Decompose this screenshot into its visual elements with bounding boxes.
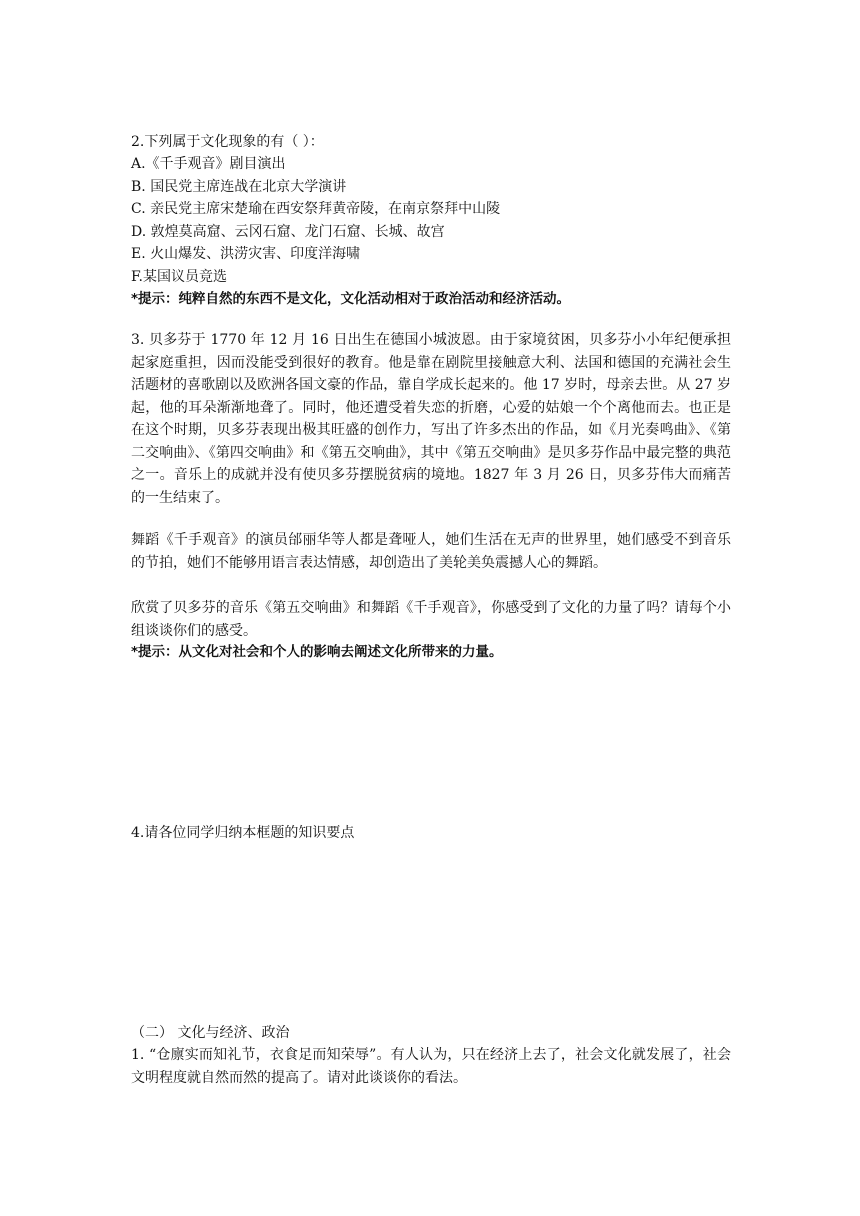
question-3-paragraph-2: 舞蹈《千手观音》的演员邰丽华等人都是聋哑人，她们生活在无声的世界里，她们感受不到音乐的节拍，她们不能够用语言表达情感，却创造出了美轮美奂震撼人心的舞蹈。 — [131, 532, 731, 571]
question-3-paragraph-1: 3. 贝多芬于 1770 年 12 月 16 日出生在德国小城波恩。由于家境贫困，贝多芬小小年纪便承担起家庭重担，因而没能受到很好的教育。他是靠在剧院里接触意大利、法国和德国的充满社会生活题材的喜歌剧以及欧洲各国文豪的作品，靠自学成长起来的。他 17 岁时，母亲去世。从 27 岁起，他的耳朵渐渐地聋了。同时，他还遭受着失恋的折磨，心爱的姑娘一个个离他而去。也正是在这个时期，贝多芬表现出极其旺盛的创作力，写出了许多杰出的作品，如《月光奏鸣曲》、《第二交响曲》、《第四交响曲》和《第五交响曲》，其中《第五交响曲》是贝多芬作品中最完整的典范之一。音乐上的成就并没有使贝多芬摆脱贫病的境地。1827 年 3 月 26 日，贝多芬伟大而痛苦的一生结束了。 — [131, 332, 731, 506]
question-3-hint: *提示：从文化对社会和个人的影响去阐述文化所带来的力量。 — [131, 644, 503, 660]
option-c: C. 亲民党主席宋楚瑜在西安祭拜黄帝陵，在南京祭拜中山陵 — [131, 201, 501, 217]
section-2-heading: （二） 文化与经济、政治 — [131, 1025, 290, 1041]
question-2-hint: *提示：纯粹自然的东西不是文化，文化活动相对于政治活动和经济活动。 — [131, 291, 571, 307]
option-a: A.《千手观音》剧目演出 — [131, 156, 286, 172]
question-2-stem: 2.下列属于文化现象的有（ ）： — [131, 134, 324, 150]
question-3-paragraph-3: 欣赏了贝多芬的音乐《第五交响曲》和舞蹈《千手观音》，你感受到了文化的力量了吗？请每个小组谈谈你们的感受。 — [131, 600, 731, 639]
option-e: E. 火山爆发、洪涝灾害、印度洋海啸 — [131, 246, 361, 262]
option-d: D. 敦煌莫高窟、云冈石窟、龙门石窟、长城、故宫 — [131, 224, 445, 240]
question-4: 4.请各位同学归纳本框题的知识要点 — [131, 825, 355, 841]
option-b: B. 国民党主席连战在北京大学演讲 — [131, 179, 347, 195]
section-2-question-1: 1. “仓廪实而知礼节，衣食足而知荣辱”。有人认为，只在经济上去了，社会文化就发展了，社会文明程度就自然而然的提高了。请对此谈谈你的看法。 — [131, 1047, 731, 1086]
option-f: F.某国议员竞选 — [131, 269, 227, 285]
